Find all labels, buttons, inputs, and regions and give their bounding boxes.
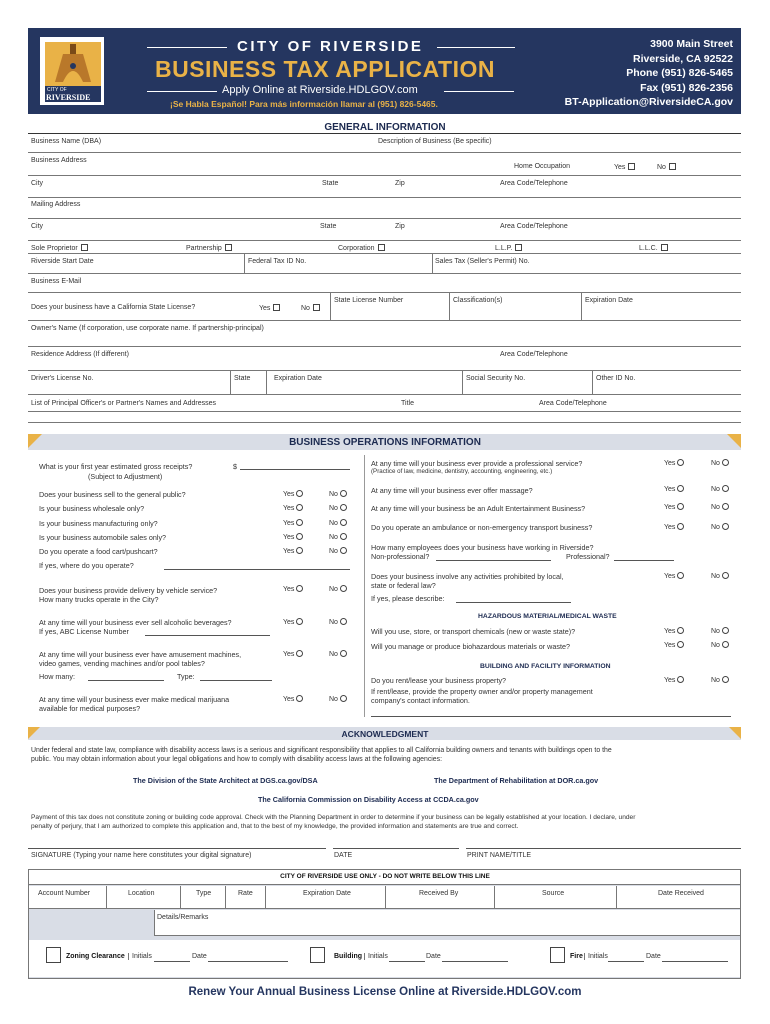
rule — [28, 320, 741, 321]
fire-label: Fire — [570, 953, 583, 960]
area-code-label: Area Code/Telephone — [500, 180, 568, 187]
building-date-label: Date — [426, 953, 441, 960]
fire-date-field[interactable] — [662, 961, 728, 962]
rule — [28, 411, 741, 412]
adult-yes[interactable]: Yes — [664, 503, 684, 512]
signature-date-label: DATE — [334, 852, 353, 859]
rule — [28, 197, 741, 198]
dl-state-label: State — [234, 375, 251, 382]
divider — [581, 292, 582, 320]
office-col-location: Location — [128, 890, 155, 897]
partnership-checkbox[interactable]: Partnership — [186, 244, 232, 252]
rule — [28, 370, 741, 371]
rent-no[interactable]: No — [711, 676, 729, 685]
auto-sales-yes[interactable]: Yes — [283, 533, 303, 542]
manufacturing-no[interactable]: No — [329, 519, 347, 528]
residence-label: Residence Address (If different) — [31, 351, 129, 358]
federal-tax-id-label: Federal Tax ID No. — [248, 258, 307, 265]
office-col-account: Account Number — [38, 890, 91, 897]
hazmat-title: HAZARDOUS MATERIAL/MEDICAL WASTE — [478, 613, 617, 620]
banner-line-left — [147, 47, 227, 48]
agency-dsa[interactable]: The Division of the State Architect at DGS.ca.gov/DSA — [133, 776, 318, 785]
divider — [385, 886, 386, 909]
phone-number: Phone (951) 826-5465 — [626, 67, 733, 79]
hazmat-chemicals-question: Will you use, store, or transport chemicals (new or waste state)? — [371, 627, 576, 636]
form-title: BUSINESS TAX APPLICATION — [155, 56, 495, 82]
rule — [28, 292, 741, 293]
ambulance-yes[interactable]: Yes — [664, 523, 684, 532]
massage-yes[interactable]: Yes — [664, 485, 684, 494]
alcohol-question: At any time will your business ever sell alcoholic beverages? — [39, 618, 232, 627]
state-license-number-label: State License Number — [334, 297, 404, 304]
alcohol-yes[interactable]: Yes — [283, 618, 303, 627]
dollar-sign: $ — [233, 462, 237, 471]
amusement-yes[interactable]: Yes — [283, 650, 303, 659]
general-information-title: GENERAL INFORMATION — [324, 122, 446, 133]
address-line-2: Riverside, CA 92522 — [632, 52, 733, 65]
divider — [106, 886, 107, 909]
apply-line-left — [147, 91, 217, 92]
amusement-question: At any time will your business ever have amusement machines, — [39, 650, 242, 659]
rule — [28, 152, 741, 153]
rule — [28, 240, 741, 241]
non-professional-field[interactable] — [436, 560, 551, 561]
marijuana-yes[interactable]: Yes — [283, 695, 303, 704]
acknowledgment-title: ACKNOWLEDGMENT — [341, 729, 429, 739]
business-address-label: Business Address — [31, 157, 87, 164]
amusement-question-2: video games, vending machines and/or pool tables? — [39, 659, 205, 668]
building-date-field[interactable] — [442, 961, 508, 962]
officer-title-label: Title — [401, 400, 414, 407]
contact-email[interactable]: BT-Application@RiversideCA.gov — [564, 96, 733, 108]
hazmat-chemicals-no[interactable]: No — [711, 627, 729, 636]
professional-question: At any time will your business ever provide a professional service? — [371, 459, 583, 468]
type-field[interactable] — [200, 680, 272, 681]
llp-checkbox[interactable]: L.L.P. — [495, 244, 522, 252]
zoning-date-label: Date — [192, 953, 207, 960]
rent-contact-field[interactable] — [371, 716, 731, 717]
logo-riverside: RIVERSIDE — [46, 93, 91, 102]
officer-area-code-label: Area Code/Telephone — [539, 400, 607, 407]
ssn-label: Social Security No. — [466, 375, 526, 382]
start-date-label: Riverside Start Date — [31, 258, 94, 265]
rule — [28, 273, 741, 274]
adult-entertainment-question: At any time will your business be an Adult Entertainment Business? — [371, 504, 586, 513]
building-initials-field[interactable] — [389, 961, 425, 962]
city-label: City — [31, 180, 44, 187]
divider — [432, 253, 433, 273]
banner-line-right — [437, 47, 515, 48]
apply-line-right — [444, 91, 514, 92]
apply-online-text[interactable]: Apply Online at Riverside.HDLGOV.com — [222, 84, 418, 96]
abc-license-field[interactable] — [145, 635, 270, 636]
ack-text-2: public. You may obtain information about your legal obligations and how to comply with disability access laws at the following agencies: — [31, 756, 442, 763]
mailing-zip-label: Zip — [395, 223, 405, 230]
signature-label: SIGNATURE (Typing your name here constitutes your digital signature) — [31, 852, 252, 859]
divider — [592, 370, 593, 394]
corporation-checkbox[interactable]: Corporation — [338, 244, 385, 252]
food-cart-yes[interactable]: Yes — [283, 547, 303, 556]
divider — [230, 370, 231, 394]
logo-city-of: CITY OF — [47, 87, 67, 93]
non-professional-label: Non-professional? — [371, 552, 430, 561]
fire-initials-label: Initials — [584, 953, 608, 960]
alcohol-no[interactable]: No — [329, 618, 347, 627]
operations-title: BUSINESS OPERATIONS INFORMATION — [289, 437, 481, 448]
professional-yes[interactable]: Yes — [664, 459, 684, 468]
prohibited-question-2: state or federal law? — [371, 581, 436, 590]
description-label: Description of Business (Be specific) — [378, 138, 492, 145]
residence-area-code-label: Area Code/Telephone — [500, 351, 568, 358]
professional-label: Professional? — [566, 552, 610, 561]
delivery-trucks: How many trucks operate in the City? — [39, 595, 159, 604]
hazmat-chemicals-yes[interactable]: Yes — [664, 627, 684, 636]
office-col-source: Source — [542, 890, 565, 897]
sell-public-no[interactable]: No — [329, 490, 347, 499]
how-many-field[interactable] — [88, 680, 164, 681]
marijuana-no[interactable]: No — [329, 695, 347, 704]
other-id-label: Other ID No. — [596, 375, 636, 382]
city-banner: CITY OF RIVERSIDE — [237, 38, 424, 55]
agency-ccda[interactable]: The California Commission on Disability Access at CCDA.ca.gov — [258, 795, 479, 804]
office-col-expiration: Expiration Date — [303, 890, 351, 897]
employees-question: How many employees does your business have working in Riverside? — [371, 543, 594, 552]
office-col-type: Type — [196, 890, 212, 897]
fire-date-label: Date — [646, 953, 661, 960]
abc-license: If yes, ABC License Number — [39, 627, 129, 636]
building-initials-label: Initials — [364, 953, 388, 960]
officers-label: List of Principal Officer's or Partner's Names and Addresses — [31, 400, 217, 407]
llc-checkbox[interactable]: L.L.C. — [639, 244, 668, 252]
office-col-date-received: Date Received — [658, 890, 704, 897]
rent-sub-2: company's contact information. — [371, 696, 470, 705]
renew-online-footer[interactable]: Renew Your Annual Business License Online at Riverside.HDLGOV.com — [188, 986, 582, 998]
rule — [28, 346, 741, 347]
zoning-checkbox[interactable] — [46, 947, 61, 963]
auto-sales-question: Is your business automobile sales only? — [39, 533, 167, 542]
hazmat-biohazard-question: Will you manage or produce biohazardous materials or waste? — [371, 642, 570, 651]
food-cart-no[interactable]: No — [329, 547, 347, 556]
rule — [28, 175, 741, 176]
details-remarks-box[interactable] — [154, 910, 740, 936]
building-title: BUILDING AND FACILITY INFORMATION — [480, 663, 611, 670]
divider — [265, 886, 266, 909]
date-line[interactable] — [333, 848, 459, 849]
fire-initials-field[interactable] — [608, 961, 644, 962]
gross-receipts-question: What is your first year estimated gross receipts? — [39, 462, 193, 471]
home-occupation-yes[interactable]: Yes — [614, 163, 635, 171]
business-email-label: Business E-Mail — [31, 278, 82, 285]
state-label: State — [322, 180, 339, 187]
food-cart-question: Do you operate a food cart/pushcart? — [39, 547, 158, 556]
building-label: Building — [334, 953, 362, 960]
rule — [28, 218, 741, 219]
rent-question: Do you rent/lease your business property? — [371, 676, 507, 685]
auto-sales-no[interactable]: No — [329, 533, 347, 542]
zoning-date-field[interactable] — [208, 961, 288, 962]
mailing-state-label: State — [320, 223, 337, 230]
state-license-no[interactable]: No — [301, 304, 320, 312]
spanish-note: ¡Se Habla Español! Para más información llamar al (951) 826-5465. — [170, 99, 438, 109]
office-use-title: CITY OF RIVERSIDE USE ONLY - DO NOT WRITE BELOW THIS LINE — [280, 873, 490, 880]
massage-question: At any time will your business ever offer massage? — [371, 486, 533, 495]
payment-text-2: penalty of perjury, that I am authorized to complete this application and, that to the best of my knowledge, the provided information and statements are true and correct. — [31, 823, 519, 830]
divider — [616, 886, 617, 909]
professional-no[interactable]: No — [711, 459, 729, 468]
fax-number: Fax (951) 826-2356 — [640, 81, 733, 94]
sell-public-yes[interactable]: Yes — [283, 490, 303, 499]
details-remarks-label: Details/Remarks — [157, 914, 209, 921]
ambulance-no[interactable]: No — [711, 523, 729, 532]
manufacturing-yes[interactable]: Yes — [283, 519, 303, 528]
gross-receipts-field[interactable] — [240, 469, 350, 470]
expiration-label: Expiration Date — [585, 297, 633, 304]
building-checkbox[interactable] — [310, 947, 325, 963]
home-occupation-no[interactable]: No — [657, 163, 676, 171]
agency-dor[interactable]: The Department of Rehabilitation at DOR.ca.gov — [434, 776, 599, 785]
type-label: Type: — [177, 672, 195, 681]
wholesale-no[interactable]: No — [329, 504, 347, 513]
city-seal-logo — [40, 37, 104, 105]
zoning-initials-field[interactable] — [154, 961, 190, 962]
manufacturing-question: Is your business manufacturing only? — [39, 519, 158, 528]
print-name-label: PRINT NAME/TITLE — [467, 852, 532, 859]
marijuana-question: At any time will your business ever make medical marijuana — [39, 695, 230, 704]
divider — [225, 886, 226, 909]
delivery-yes[interactable]: Yes — [283, 585, 303, 594]
marijuana-question-2: available for medical purposes? — [39, 704, 141, 713]
prohibited-yes[interactable]: Yes — [664, 572, 684, 581]
office-col-received-by: Received By — [419, 890, 459, 897]
rent-sub: If rent/lease, provide the property owner and/or property management — [371, 687, 593, 696]
amusement-no[interactable]: No — [329, 650, 347, 659]
sell-public-question: Does your business sell to the general public? — [39, 490, 186, 499]
rent-yes[interactable]: Yes — [664, 676, 684, 685]
rule — [28, 133, 741, 134]
mailing-address-label: Mailing Address — [31, 201, 81, 208]
owner-name-label: Owner's Name (If corporation, use corporate name. If partnership-principal) — [31, 325, 264, 332]
wholesale-question: Is your business wholesale only? — [39, 504, 145, 513]
ambulance-question: Do you operate an ambulance or non-emergency transport business? — [371, 523, 593, 532]
divider — [494, 886, 495, 909]
address-line-1: 3900 Main Street — [650, 38, 733, 50]
adult-no[interactable]: No — [711, 503, 729, 512]
rule — [28, 394, 741, 395]
prohibited-describe-field[interactable] — [456, 602, 571, 603]
rule — [28, 253, 741, 254]
divider — [462, 370, 463, 394]
column-divider — [364, 455, 365, 717]
divider — [449, 292, 450, 320]
prohibited-no[interactable]: No — [711, 572, 729, 581]
hazmat-biohazard-yes[interactable]: Yes — [664, 641, 684, 650]
dl-expiration-label: Expiration Date — [274, 375, 322, 382]
state-license-yes[interactable]: Yes — [259, 304, 280, 312]
rule — [28, 422, 741, 423]
payment-text-1: Payment of this tax does not constitute zoning or building code approval. Check with the Planning Department in order to determine if your business can be legally established at your location. I declare, under — [31, 814, 636, 821]
delivery-question: Does your business provide delivery by vehicle service? — [39, 586, 218, 595]
divider — [180, 886, 181, 909]
prohibited-question: Does your business involve any activities prohibited by local, — [371, 572, 564, 581]
zoning-label: Zoning Clearance — [66, 953, 125, 960]
hazmat-biohazard-no[interactable]: No — [711, 641, 729, 650]
zoning-initials-label: Initials — [128, 953, 152, 960]
how-many-label: How many: — [39, 672, 75, 681]
classification-label: Classification(s) — [453, 297, 503, 304]
contact-block — [565, 37, 733, 110]
professional-count-field[interactable] — [614, 560, 674, 561]
food-cart-followup: If yes, where do you operate? — [39, 561, 134, 570]
drivers-license-label: Driver's License No. — [31, 375, 94, 382]
state-license-question: Does your business have a California State License? — [31, 304, 196, 311]
prohibited-describe: If yes, please describe: — [371, 594, 445, 603]
fire-checkbox[interactable] — [550, 947, 565, 963]
professional-sub: (Practice of law, medicine, dentistry, accounting, engineering, etc.) — [371, 468, 553, 475]
divider — [330, 292, 331, 320]
office-col-rate: Rate — [238, 890, 253, 897]
zip-label: Zip — [395, 180, 405, 187]
divider — [244, 253, 245, 273]
divider — [266, 370, 267, 394]
mailing-city-label: City — [31, 223, 44, 230]
gross-receipts-sub: (Subject to Adjustment) — [88, 472, 163, 481]
sole-proprietor-checkbox[interactable]: Sole Proprietor — [31, 244, 88, 252]
massage-no[interactable]: No — [711, 485, 729, 494]
ack-text-1: Under federal and state law, compliance with disability access laws is a serious and significant responsibility that applies to all California building owners and tenants with buildings open to the — [31, 747, 612, 754]
food-cart-location-field[interactable] — [164, 569, 350, 570]
print-name-line[interactable] — [466, 848, 741, 849]
delivery-no[interactable]: No — [329, 585, 347, 594]
home-occupation-label: Home Occupation — [514, 163, 571, 170]
business-name-label: Business Name (DBA) — [31, 138, 102, 145]
wholesale-yes[interactable]: Yes — [283, 504, 303, 513]
sales-tax-label: Sales Tax (Seller's Permit) No. — [435, 258, 530, 265]
signature-line[interactable] — [28, 848, 326, 849]
mailing-area-code-label: Area Code/Telephone — [500, 223, 568, 230]
